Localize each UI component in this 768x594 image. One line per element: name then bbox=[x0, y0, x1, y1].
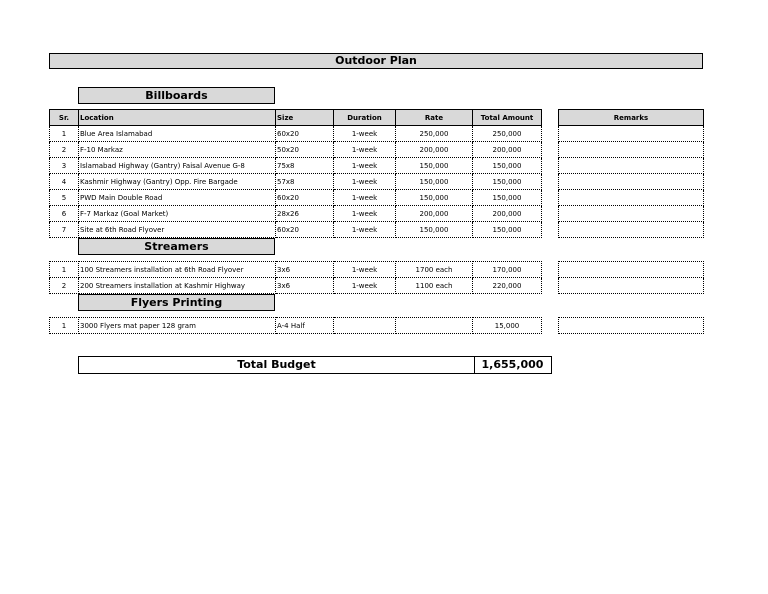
cell-total: 15,000 bbox=[473, 318, 542, 334]
cell-duration: 1-week bbox=[334, 206, 396, 222]
cell-total: 150,000 bbox=[473, 222, 542, 238]
total-budget-label: Total Budget bbox=[79, 357, 475, 373]
cell-duration: 1-week bbox=[334, 190, 396, 206]
cell-size: A-4 Half bbox=[276, 318, 334, 334]
cell-size: 57x8 bbox=[276, 174, 334, 190]
section-flyers: Flyers Printing bbox=[78, 294, 275, 311]
billboards-table bbox=[49, 109, 542, 238]
cell-remarks bbox=[559, 174, 704, 190]
header-remarks: Remarks bbox=[559, 110, 704, 126]
cell-sr: 3 bbox=[50, 158, 79, 174]
cell-sr: 5 bbox=[50, 190, 79, 206]
cell-remarks bbox=[559, 262, 704, 278]
table-row bbox=[559, 174, 704, 190]
cell-duration: 1-week bbox=[334, 262, 396, 278]
flyers-table bbox=[49, 317, 542, 334]
table-row bbox=[559, 262, 704, 278]
cell-rate: 150,000 bbox=[396, 158, 473, 174]
cell-rate: 150,000 bbox=[396, 174, 473, 190]
cell-size: 60x20 bbox=[276, 126, 334, 142]
cell-remarks bbox=[559, 142, 704, 158]
cell-duration: 1-week bbox=[334, 142, 396, 158]
table-row bbox=[50, 222, 542, 238]
table-row bbox=[559, 222, 704, 238]
cell-location: F-7 Markaz (Goal Market) bbox=[79, 206, 276, 222]
header-rate: Rate bbox=[396, 110, 473, 126]
table-row bbox=[50, 158, 542, 174]
table-row bbox=[559, 158, 704, 174]
cell-sr: 4 bbox=[50, 174, 79, 190]
cell-sr: 1 bbox=[50, 126, 79, 142]
cell-size: 3x6 bbox=[276, 278, 334, 294]
cell-rate: 200,000 bbox=[396, 206, 473, 222]
cell-location: 100 Streamers installation at 6th Road Flyover bbox=[79, 262, 276, 278]
cell-duration: 1-week bbox=[334, 278, 396, 294]
plan-title: Outdoor Plan bbox=[49, 53, 703, 69]
cell-sr: 2 bbox=[50, 278, 79, 294]
table-row bbox=[559, 278, 704, 294]
cell-total: 250,000 bbox=[473, 126, 542, 142]
cell-total: 220,000 bbox=[473, 278, 542, 294]
cell-location: Site at 6th Road Flyover bbox=[79, 222, 276, 238]
table-row bbox=[50, 190, 542, 206]
table-header-row bbox=[50, 110, 542, 126]
cell-remarks bbox=[559, 278, 704, 294]
cell-remarks bbox=[559, 190, 704, 206]
cell-location: 200 Streamers installation at Kashmir Highway bbox=[79, 278, 276, 294]
cell-sr: 6 bbox=[50, 206, 79, 222]
cell-total: 200,000 bbox=[473, 206, 542, 222]
cell-sr: 2 bbox=[50, 142, 79, 158]
total-budget-box bbox=[78, 356, 552, 374]
cell-remarks bbox=[559, 222, 704, 238]
cell-location: F-10 Markaz bbox=[79, 142, 276, 158]
total-budget-value: 1,655,000 bbox=[481, 358, 544, 371]
table-row bbox=[559, 318, 704, 334]
cell-duration: 1-week bbox=[334, 126, 396, 142]
cell-total: 170,000 bbox=[473, 262, 542, 278]
cell-location: Islamabad Highway (Gantry) Faisal Avenue G-8 bbox=[79, 158, 276, 174]
cell-remarks bbox=[559, 126, 704, 142]
table-row bbox=[50, 262, 542, 278]
table-header-row bbox=[559, 110, 704, 126]
cell-remarks bbox=[559, 318, 704, 334]
table-row bbox=[559, 126, 704, 142]
cell-size: 3x6 bbox=[276, 262, 334, 278]
streamers-remarks-table bbox=[558, 261, 704, 294]
cell-remarks bbox=[559, 206, 704, 222]
table-row bbox=[50, 318, 542, 334]
cell-sr: 1 bbox=[50, 318, 79, 334]
cell-rate: 200,000 bbox=[396, 142, 473, 158]
table-row bbox=[559, 190, 704, 206]
table-row bbox=[559, 142, 704, 158]
cell-remarks bbox=[559, 158, 704, 174]
cell-location: Kashmir Highway (Gantry) Opp. Fire Bargade bbox=[79, 174, 276, 190]
cell-rate bbox=[396, 318, 473, 334]
section-billboards: Billboards bbox=[78, 87, 275, 104]
cell-rate: 150,000 bbox=[396, 222, 473, 238]
cell-duration: 1-week bbox=[334, 222, 396, 238]
cell-duration: 1-week bbox=[334, 158, 396, 174]
table-row bbox=[50, 278, 542, 294]
flyers-remarks-table bbox=[558, 317, 704, 334]
cell-total: 200,000 bbox=[473, 142, 542, 158]
billboards-remarks-table bbox=[558, 109, 704, 238]
cell-size: 75x8 bbox=[276, 158, 334, 174]
table-row bbox=[559, 206, 704, 222]
streamers-table bbox=[49, 261, 542, 294]
cell-size: 50x20 bbox=[276, 142, 334, 158]
header-sr: Sr. bbox=[50, 110, 79, 126]
table-row bbox=[50, 142, 542, 158]
cell-duration bbox=[334, 318, 396, 334]
cell-rate: 150,000 bbox=[396, 190, 473, 206]
cell-size: 60x20 bbox=[276, 190, 334, 206]
section-streamers: Streamers bbox=[78, 238, 275, 255]
cell-location: Blue Area Islamabad bbox=[79, 126, 276, 142]
cell-rate: 1100 each bbox=[396, 278, 473, 294]
cell-total: 150,000 bbox=[473, 158, 542, 174]
cell-total: 150,000 bbox=[473, 174, 542, 190]
cell-rate: 1700 each bbox=[396, 262, 473, 278]
cell-sr: 7 bbox=[50, 222, 79, 238]
header-duration: Duration bbox=[334, 110, 396, 126]
cell-size: 60x20 bbox=[276, 222, 334, 238]
header-size: Size bbox=[276, 110, 334, 126]
table-row bbox=[50, 206, 542, 222]
header-location: Location bbox=[79, 110, 276, 126]
cell-duration: 1-week bbox=[334, 174, 396, 190]
cell-size: 28x26 bbox=[276, 206, 334, 222]
cell-rate: 250,000 bbox=[396, 126, 473, 142]
cell-total: 150,000 bbox=[473, 190, 542, 206]
cell-location: 3000 Flyers mat paper 128 gram bbox=[79, 318, 276, 334]
cell-sr: 1 bbox=[50, 262, 79, 278]
header-total: Total Amount bbox=[473, 110, 542, 126]
table-row bbox=[50, 174, 542, 190]
table-row bbox=[50, 126, 542, 142]
cell-location: PWD Main Double Road bbox=[79, 190, 276, 206]
